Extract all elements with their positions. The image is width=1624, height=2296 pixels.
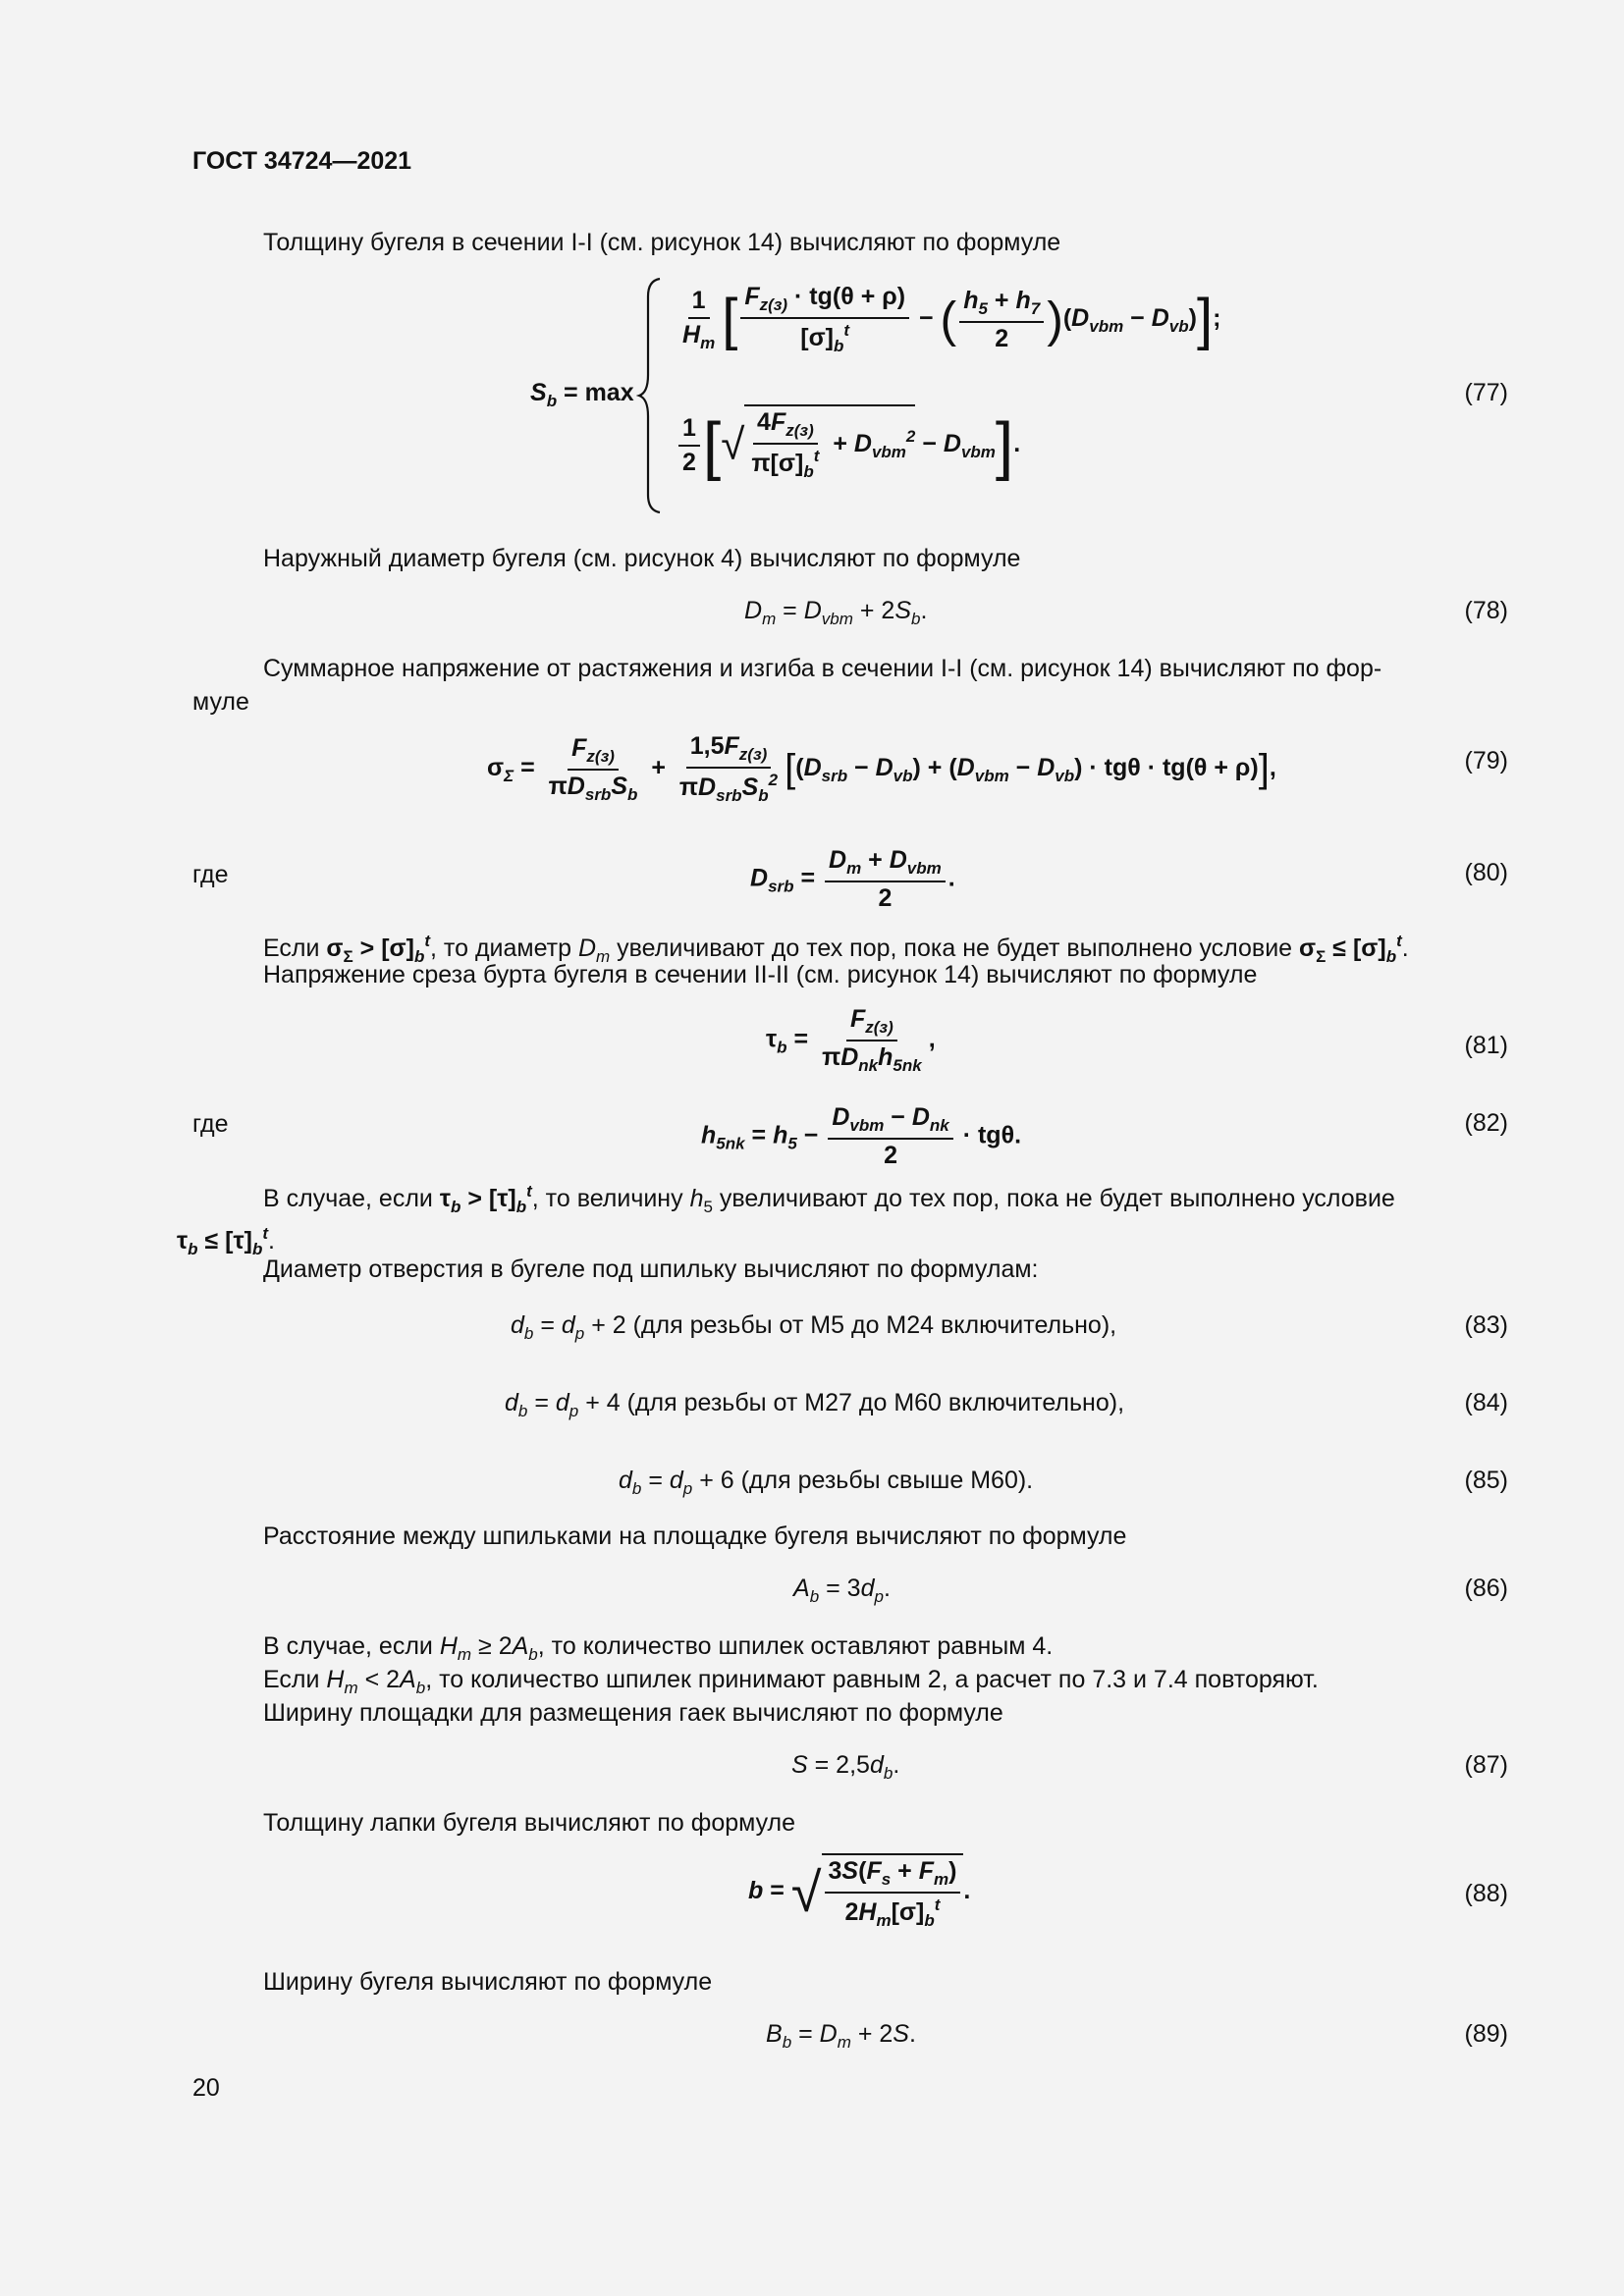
curly-brace-icon (636, 277, 666, 514)
formula-89: $B_b = D_m + 2S$. (766, 2020, 916, 2052)
equation-number: (79) (1464, 747, 1508, 774)
paragraph-condition-stress: Если $\sigma_\Sigma > [\sigma]_b^t$, то диаметр $D_m$ увеличивают до тех пор, пока не будет выполнено условие $\sigma_\Sigma \le [\sigma]_b^t$. (263, 932, 1409, 967)
paragraph-shear-stress: Напряжение среза бурта бугеля в сечении II-II (см. рисунок 14) вычисляют по формуле (263, 961, 1258, 988)
paragraph-stud-spacing: Расстояние между шпильками на площадке бугеля вычисляют по формуле (263, 1522, 1127, 1550)
equation-number: (89) (1464, 2020, 1508, 2048)
equation-number: (83) (1464, 1311, 1508, 1339)
text-fragment: увеличивают до тех пор, пока не будет выполнено условие (719, 1185, 1395, 1213)
page-number: 20 (192, 2074, 220, 2102)
formula-77-lhs: $S_b = \max$ (530, 379, 634, 410)
formula-79: $\sigma_\Sigma$ = $\frac{F_{z(з)}}{\pi D_{srb}S_b}$ + $\frac{1,5F_{z(з)}}{\pi D_{srb}S_b^2}$ $[(D_{srb} - D_{vb}) + (D_{vbm} - D_{vb}) \cdot tg\theta \cdot tg(\theta + \rho)]$, (487, 732, 1276, 806)
document-header: ГОСТ 34724—2021 (192, 147, 412, 175)
equation-number: (87) (1464, 1751, 1508, 1779)
formula-78: $D_m = D_{vbm} + 2S_b$. (744, 597, 928, 628)
text-fragment: Если (263, 934, 320, 963)
formula-note: (для резьбы от М5 до М24 включительно), (632, 1311, 1117, 1339)
equation-number: (82) (1464, 1109, 1508, 1137)
equation-number: (77) (1464, 379, 1508, 406)
formula-83: $d_b = d_p + 2$ (для резьбы от М5 до М24 включительно), (511, 1311, 1117, 1343)
paragraph-stud-count-2: Если $H_m < 2A_b$, то количество шпилек принимают равным 2, а расчет по 7.3 и 7.4 повторяют. (263, 1666, 1319, 1697)
text-fragment: , то количество шпилек принимают равным 2, а расчет по 7.3 и 7.4 повторяют. (425, 1666, 1319, 1693)
paragraph-total-stress-cont: муле (192, 688, 249, 716)
equation-number: (84) (1464, 1389, 1508, 1416)
equation-number: (85) (1464, 1467, 1508, 1494)
equation-number: (86) (1464, 1575, 1508, 1602)
text-fragment: , то количество шпилек оставляют равным 4. (537, 1632, 1054, 1660)
formula-82: $h_{5nk} = h_5$ − $\frac{D_{vbm} - D_{nk}}{2}$ · tgθ. (701, 1103, 1022, 1169)
formula-88: b = √ $\frac{3S(F_s + F_m)}{2H_m[\sigma]_b^t}$ . (748, 1853, 970, 1931)
formula-86: $A_b = 3d_p$. (793, 1575, 891, 1606)
equation-number: (80) (1464, 859, 1508, 886)
formula-87: $S = 2,5d_b$. (791, 1751, 900, 1783)
paragraph-total-stress: Суммарное напряжение от растяжения и изгиба в сечении I-I (см. рисунок 14) вычисляют по фор- (263, 655, 1382, 682)
formula-81: $\tau_b$ = $\frac{F_{z(з)}}{\pi D_{nk}h_{5nk}}$ , (766, 1005, 936, 1075)
condition-shear: $\tau_b \le [\tau]_b^t$. (177, 1224, 275, 1259)
paragraph-bugel-width: Ширину бугеля вычисляют по формуле (263, 1968, 713, 1996)
paragraph-lug-thickness: Толщину лапки бугеля вычисляют по формуле (263, 1809, 796, 1837)
where-label: где (192, 1110, 229, 1138)
paragraph-condition-shear: В случае, если $\tau_b > [\tau]_b^t$, то величину $h_5$ увеличивают до тех пор, пока не будет выполнено условие (263, 1182, 1395, 1217)
formula-80: $D_{srb}$ = $\frac{D_m + D_{vbm}}{2}$ . (750, 846, 955, 912)
text-fragment: , то диаметр (430, 934, 572, 963)
formula-77-row2: $\frac{1}{2}$ [√ $\frac{4F_{z(з)}}{\pi[\sigma]_b^t}$ + $D_{vbm}^2 - D_{vbm}$]. (676, 404, 1020, 483)
text-fragment: увеличивают до тех пор, пока не будет выполнено условие (617, 934, 1293, 963)
text-fragment: Если (263, 1666, 320, 1693)
text-fragment: , то величину (531, 1185, 683, 1213)
paragraph-stud-count-4: В случае, если $H_m \ge 2A_b$, то количество шпилек оставляют равным 4. (263, 1632, 1054, 1664)
paragraph-thickness: Толщину бугеля в сечении I-I (см. рисунок 14) вычисляют по формуле (263, 229, 1061, 256)
formula-note: (для резьбы свыше М60). (740, 1467, 1034, 1494)
text-fragment: В случае, если (263, 1632, 433, 1660)
paragraph-hole-diameter: Диаметр отверстия в бугеле под шпильку вычисляют по формулам: (263, 1255, 1039, 1283)
where-label: где (192, 861, 229, 888)
equation-number: (78) (1464, 597, 1508, 624)
formula-note: (для резьбы от М27 до М60 включительно), (626, 1389, 1125, 1416)
equation-number: (88) (1464, 1880, 1508, 1907)
formula-84: $d_b = d_p + 4$ (для резьбы от М27 до М60 включительно), (505, 1389, 1125, 1420)
text-fragment: В случае, если (263, 1185, 433, 1213)
formula-77-row1: $\frac{1}{H_m}$ [ $\frac{F_{z(з)} \cdot tg(\theta + \rho)}{[\sigma]_b^t}$ − ( $\frac{h_5 + h_7}{2}$ )$(D_{vbm} - D_{vb})$]; (682, 283, 1221, 356)
equation-number: (81) (1464, 1032, 1508, 1059)
paragraph-nut-area: Ширину площадки для размещения гаек вычисляют по формуле (263, 1699, 1003, 1727)
formula-85: $d_b = d_p + 6$ (для резьбы свыше М60). (619, 1467, 1034, 1498)
paragraph-outer-diameter: Наружный диаметр бугеля (см. рисунок 4) вычисляют по формуле (263, 545, 1021, 572)
